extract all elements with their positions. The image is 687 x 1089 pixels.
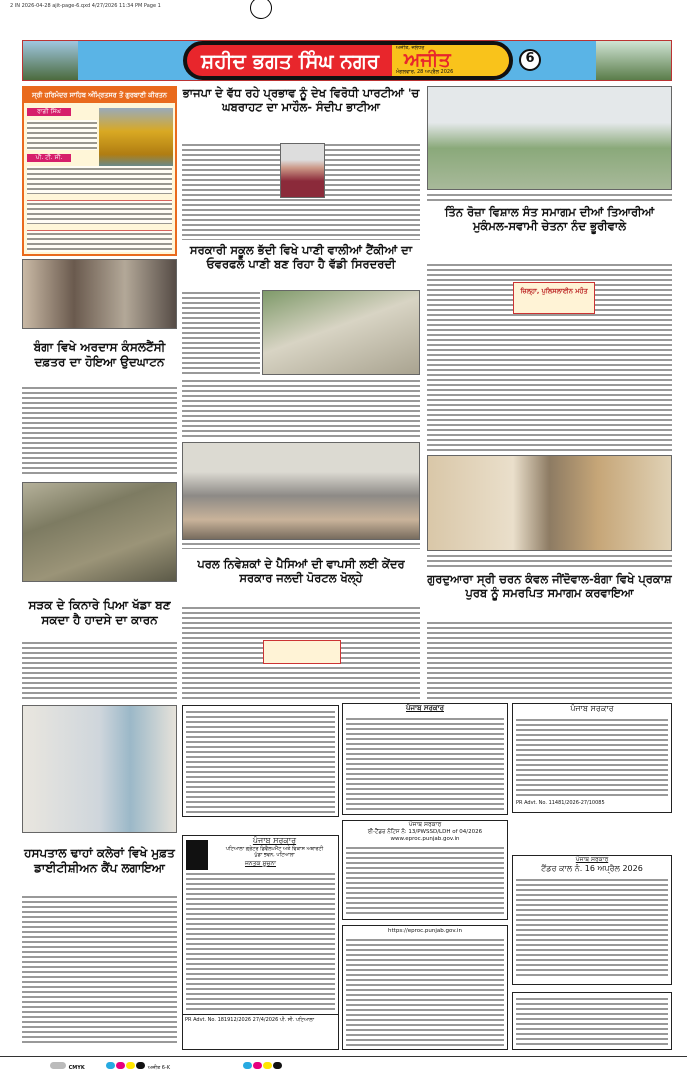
road-pothole-photo (22, 482, 177, 582)
date: ਮੰਗਲਵਾਰ, 28 ਅਪ੍ਰੈਲ 2026 (396, 69, 454, 75)
hukamnama-title: ਸ੍ਰੀ ਹਰਿਮੰਦਰ ਸਾਹਿਬ ਅੰਮ੍ਰਿਤਸਰ ਤੋਂ ਗੁਰਬਾਣੀ ਕੀਰਤਨ (24, 88, 175, 103)
pr-adv-number: PR Advt. No. 11481/2026-27/10085 (516, 800, 605, 806)
notice-title: ਪੰਜਾਬ ਸਰਕਾਰ (405, 704, 444, 712)
gurdwara-samagam-photo (427, 455, 672, 551)
ad-org: ਪਟਿਆਲਾ ਗ੍ਰੇਟਰ ਡਿਵੈਲਪਮੈਂਟ ਅਤੇ ਵਿਕਾਸ ਅਥਾਰਟੀ (225, 846, 324, 852)
headline-bjp: ਭਾਜਪਾ ਦੇ ਵੱਧ ਰਹੇ ਪ੍ਰਭਾਵ ਨੂੰ ਦੇਖ ਵਿਰੋਧੀ ਪਾਰਟੀਆਂ 'ਚ ਘਬਰਾਹਟ ਦਾ ਮਾਹੌਲ- ਸੰਦੀਪ ਭਾਟੀਆ (182, 86, 420, 115)
diet-camp-photo (22, 705, 177, 833)
print-slug: 2 IN 2026-04-28 ajit-page-6.qxd 4/27/2026 11:34 PM Page 1 (10, 3, 161, 9)
headline-diet-camp: ਹਸਪਤਾਲ ਢਾਹਾਂ ਕਲੇਰਾਂ ਵਿਖੇ ਮੁਫ਼ਤ ਡਾਈਟੀਸ਼ੀਅਨ ਕੈਂਪ ਲਗਾਇਆ (24, 846, 175, 875)
notice-ad-left (182, 705, 339, 817)
tender-website: www.eproc.punjab.gov.in (390, 836, 460, 842)
footer-label: ਅਜੀਤ 6-K (147, 1065, 171, 1071)
imprint-box (512, 992, 672, 1050)
tender-call-ad (512, 855, 672, 985)
tender-call: ਟੈਂਡਰ ਕਾਲ ਨੰ. 16 ਅਪ੍ਰੈਲ 2026 (541, 864, 643, 873)
ad-address: ਪੁੱਡਾ ਭਵਨ, ਪਟਿਆਲਾ (254, 852, 295, 858)
tender-notice-2 (342, 925, 508, 1050)
tender-title: ਪੰਜਾਬ ਸਰਕਾਰ (408, 821, 442, 828)
tender-number: ਈ-ਟੈਂਡਰ ਨੋਟਿਸ ਨੰ: 13/PWSSD/LDH of 04/2026 (367, 829, 483, 835)
masthead (22, 40, 672, 81)
ad-notice-title: ਜਨਤਕ ਸੂਚਨਾ (244, 860, 276, 867)
tag-ptc: ਪੀ. ਟੀ. ਸੀ. (27, 154, 71, 162)
hukamnama-box (22, 86, 177, 256)
headline-road-pothole: ਸੜਕ ਦੇ ਕਿਨਾਰੇ ਪਿਆ ਖੱਡਾ ਬਣ ਸਕਦਾ ਹੈ ਹਾਦਸੇ ਦਾ ਕਾਰਨ (28, 598, 171, 627)
pr-adv: PR Advt. No. 181912/2026 27/4/2026 ਪੀ. ਸੀ. ਪਟਿਆਲਾ (183, 1014, 338, 1025)
footer-rule (0, 1056, 687, 1057)
golden-temple-photo (99, 108, 173, 166)
headline-sant-samagam: ਤਿੰਨ ਰੋਜ਼ਾ ਵਿਸ਼ਾਲ ਸੰਤ ਸਮਾਗਮ ਦੀਆਂ ਤਿਆਰੀਆਂ ਮੁਕੰਮਲ-ਸਵਾਮੀ ਚੇਤਨਾ ਨੰਦ ਭੂਰੀਵਾਲੇ (444, 205, 655, 234)
pearl-investors-photo (182, 442, 420, 540)
monument-photo (596, 41, 671, 80)
registration-mark-icon (250, 0, 272, 19)
headline-gurdwara: ਗੁਰਦੁਆਰਾ ਸ੍ਰੀ ਚਰਨ ਕੰਵਲ ਜੀਂਦੋਵਾਲ-ਬੰਗਾ ਵਿਖੇ ਪ੍ਰਕਾਸ਼ ਪੁਰਬ ਨੂੰ ਸਮਰਪਿਤ ਸਮਾਗਮ ਕਰਵਾਇਆ (427, 572, 672, 601)
edition: ਅਜੀਤ, ਜਲੰਧਰ (396, 45, 425, 51)
punjab-sarkar-ad-right (512, 703, 672, 813)
callout-box: ਜ਼ਿਲ੍ਹਾ, ਪੁਲਿਸਲਾਈਨ ਮਹੰਤ (513, 282, 595, 314)
office-opening-photo (22, 259, 177, 329)
ad-title: ਪੰਜਾਬ ਸਰਕਾਰ (575, 856, 609, 863)
page-number: 6 (519, 49, 541, 71)
title-pill (183, 41, 513, 80)
ad-title: ਪੰਜਾਬ ਸਰਕਾਰ (252, 836, 297, 845)
masthead-title: ਸ਼ਹੀਦ ਭਗਤ ਸਿੰਘ ਨਗਰ (201, 48, 380, 73)
cmyk-label: CMYK (68, 1065, 85, 1071)
tender-website-2: https://eproc.punjab.gov.in (388, 928, 462, 934)
sandeep-bhatia-portrait (280, 143, 325, 198)
e-tender-notice (342, 820, 508, 920)
headline-pearl-investors: ਪਰਲ ਨਿਵੇਸ਼ਕਾਂ ਦੇ ਪੈਸਿਆਂ ਦੀ ਵਾਪਸੀ ਲਈ ਕੇਂਦਰ ਸਰਕਾਰ ਜਲਦੀ ਪੋਰਟਲ ਖੋਲ੍ਹੇ (197, 557, 405, 586)
color-bar (50, 1062, 283, 1071)
pda-logo (186, 840, 208, 870)
water-tank-photo (262, 290, 420, 375)
sant-samagam-photo (427, 86, 672, 190)
ad-title: ਪੰਜਾਬ ਸਰਕਾਰ (570, 704, 614, 713)
brand-logo: ਅਜੀਤ (404, 49, 451, 71)
patiala-development-ad (182, 835, 339, 1050)
statue-photo (23, 41, 78, 80)
headline-banga-office: ਬੰਗਾ ਵਿਖੇ ਅਰਦਾਸ ਕੰਸਲਟੈਂਸੀ ਦਫ਼ਤਰ ਦਾ ਹੋਇਆ ਉਦਘਾਟਨ (33, 340, 166, 369)
pull-quote-box (263, 640, 341, 664)
tag-ragi: ਰਾਗੀ ਸਿੰਘ (27, 108, 71, 116)
punjab-sarkar-notice (342, 703, 508, 815)
headline-school-tanks: ਸਰਕਾਰੀ ਸਕੂਲ ਭੱਦੀ ਵਿਖੇ ਪਾਣੀ ਵਾਲੀਆਂ ਟੈਂਕੀਆਂ ਦਾ ਓਵਰਫਲੋ ਪਾਣੀ ਬਣ ਰਿਹਾ ਹੈ ਵੱਡੀ ਸਿਰਦਰਦੀ (189, 243, 413, 272)
